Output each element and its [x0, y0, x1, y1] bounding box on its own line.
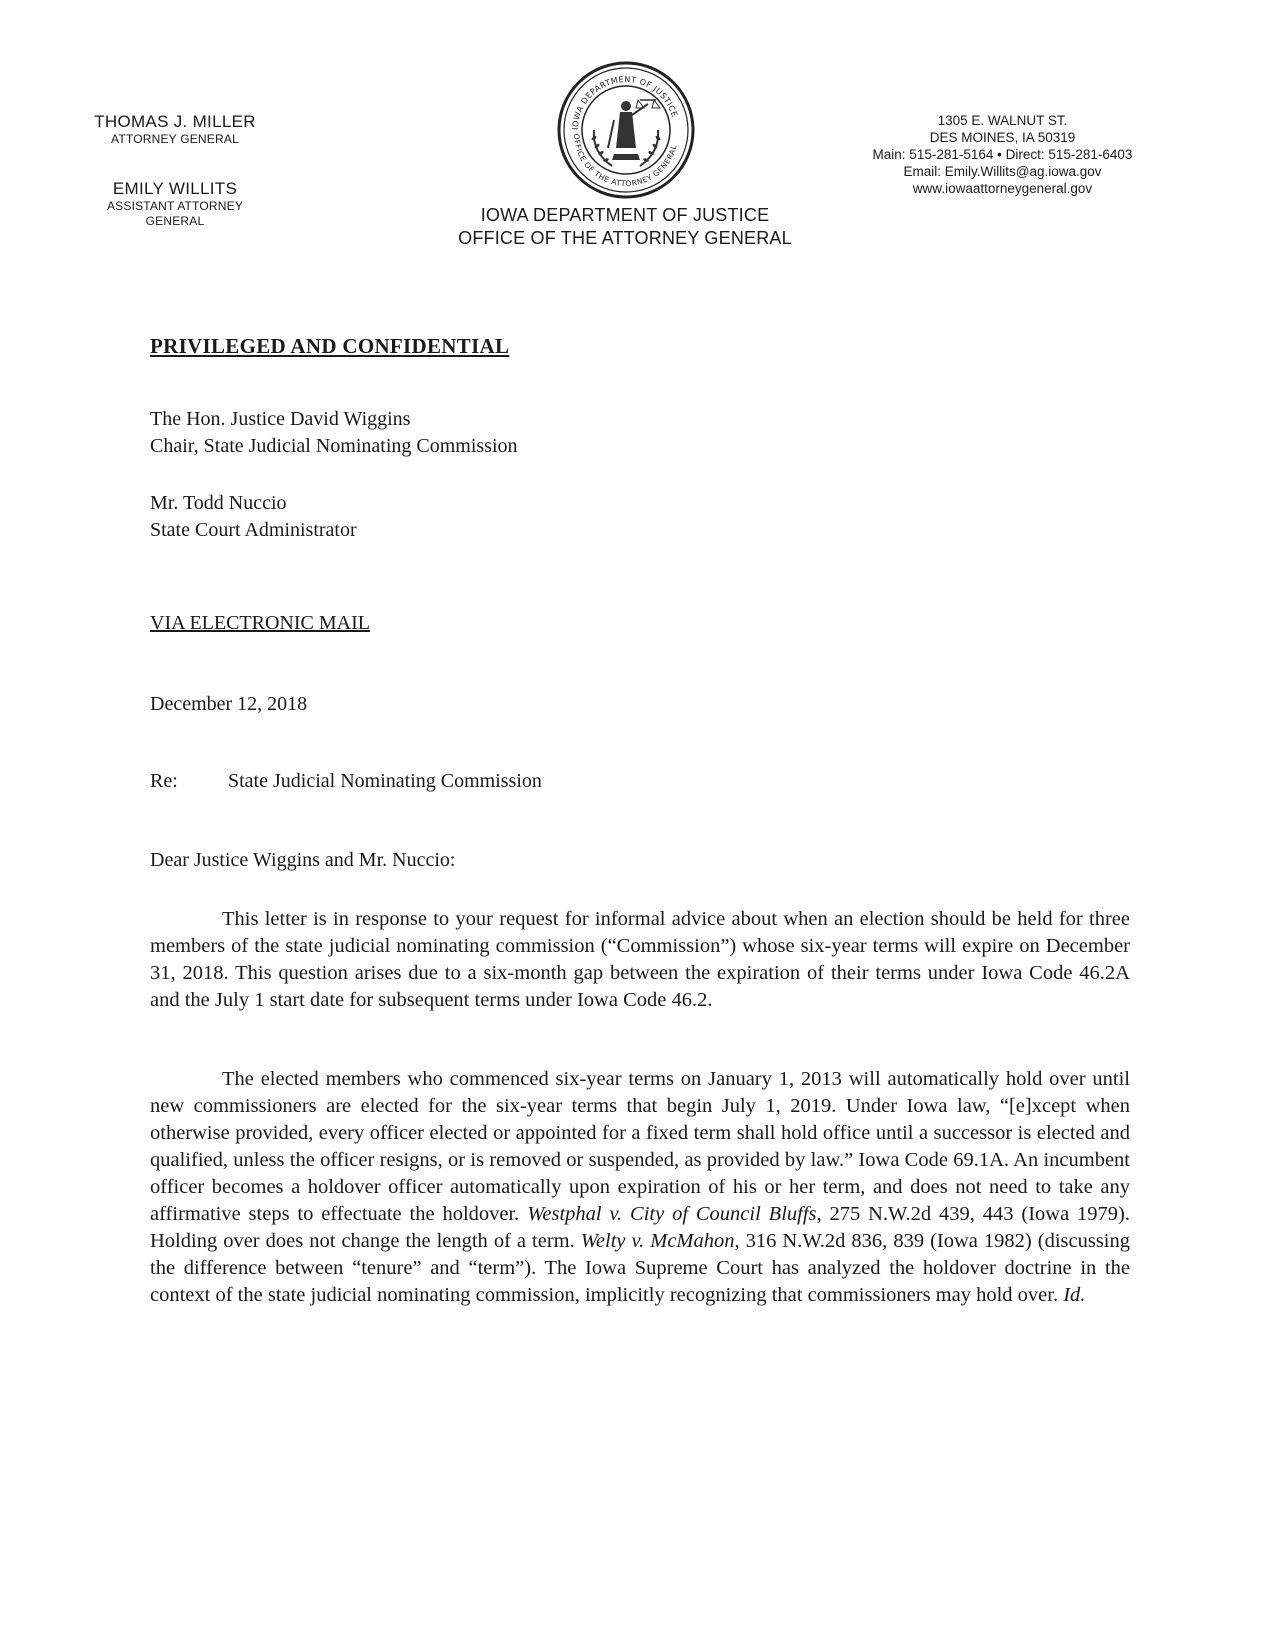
recipient2-line1: Mr. Todd Nuccio — [150, 492, 287, 514]
case-citation-westphal: Westphal v. City of Council Bluffs — [527, 1203, 817, 1225]
recipient-block-2 — [150, 490, 1130, 544]
attorney-general-name: THOMAS J. MILLER — [94, 112, 256, 131]
letterhead-contact — [830, 112, 1175, 197]
assistant-title-line1: ASSISTANT ATTORNEY — [106, 199, 244, 213]
salutation: Dear Justice Wiggins and Mr. Nuccio: — [150, 849, 456, 871]
office-name — [425, 204, 825, 250]
attorney-general-title: ATTORNEY GENERAL — [111, 132, 239, 146]
delivery-method: VIA ELECTRONIC MAIL — [150, 612, 370, 634]
confidential-heading: PRIVILEGED AND CONFIDENTIAL — [150, 334, 510, 358]
paragraph2-text2: , 275 N.W.2d 439, 443 (Iowa 1979). Holding over does not change the length of a term. — [150, 1203, 1131, 1252]
re-label: Re: — [150, 770, 178, 792]
assistant-name: EMILY WILLITS — [112, 179, 238, 198]
seal-text-top: IOWA DEPARTMENT OF JUSTICE — [570, 74, 680, 131]
paragraph-1: This letter is in response to your request for informal advice about when an election should be held for three members of the state judicial nominating commission (“Commission”) whose six-year terms will expire on December 31, 2018. This question arises due to a six-month gap between the expiration of their terms under Iowa Code 46.2A and the July 1 start date for subsequent terms under Iowa Code 46.2. — [150, 908, 1130, 1011]
letterhead-left — [70, 112, 280, 229]
phone-line: Main: 515-281-5164 • Direct: 515-281-6403 — [872, 147, 1133, 162]
recipient1-line2: Chair, State Judicial Nominating Commission — [150, 435, 518, 457]
assistant-title-line2: GENERAL — [145, 214, 205, 228]
address-line1: 1305 E. WALNUT ST. — [937, 113, 1068, 128]
letter-date: December 12, 2018 — [150, 693, 308, 715]
id-citation: Id. — [1063, 1284, 1086, 1306]
email-line: Email: Emily.Willits@ag.iowa.gov — [903, 164, 1102, 179]
paragraph2-text3: , 316 N.W.2d 836, 839 (Iowa 1982) (discussing the difference between “tenure” and “term”). The Iowa Supreme Court has analyzed the holdover doctrine in the context of the state judicial nominating commission, implicitly recognizing that commissioners may hold over. — [150, 1230, 1130, 1306]
re-subject: State Judicial Nominating Commission — [228, 770, 542, 792]
paragraph2-text1: The elected members who commenced six-year terms on January 1, 2013 will automatically hold over until new commissioners are elected for the six-year terms that begin July 1, 2019. Under Iowa law, “[e]xcept when otherwise provided, every officer elected or appointed for a fixed term shall hold office until a successor is elected and qualified, unless the officer resigns, or is removed or suspended, as provided by law.” Iowa Code 69.1A. An incumbent officer becomes a holdover officer automatically upon expiration of his or her term, and does not need to take any affirmative steps to effectuate the holdover. — [150, 1068, 1130, 1225]
recipient1-line1: The Hon. Justice David Wiggins — [150, 408, 411, 430]
recipient2-line2: State Court Administrator — [150, 519, 357, 541]
recipient-block-1 — [150, 406, 1130, 460]
website-line: www.iowaattorneygeneral.gov — [912, 181, 1093, 196]
paragraph-2 — [150, 1066, 1130, 1309]
address-line2: DES MOINES, IA 50319 — [929, 130, 1076, 145]
case-citation-welty: Welty v. McMahon — [580, 1230, 735, 1252]
office-line1: IOWA DEPARTMENT OF JUSTICE — [480, 205, 770, 225]
office-line2: OFFICE OF THE ATTORNEY GENERAL — [458, 228, 792, 248]
seal-logo — [556, 60, 696, 200]
seal-text-bottom: OFFICE OF THE ATTORNEY GENERAL — [571, 133, 679, 189]
re-line — [150, 770, 1130, 793]
